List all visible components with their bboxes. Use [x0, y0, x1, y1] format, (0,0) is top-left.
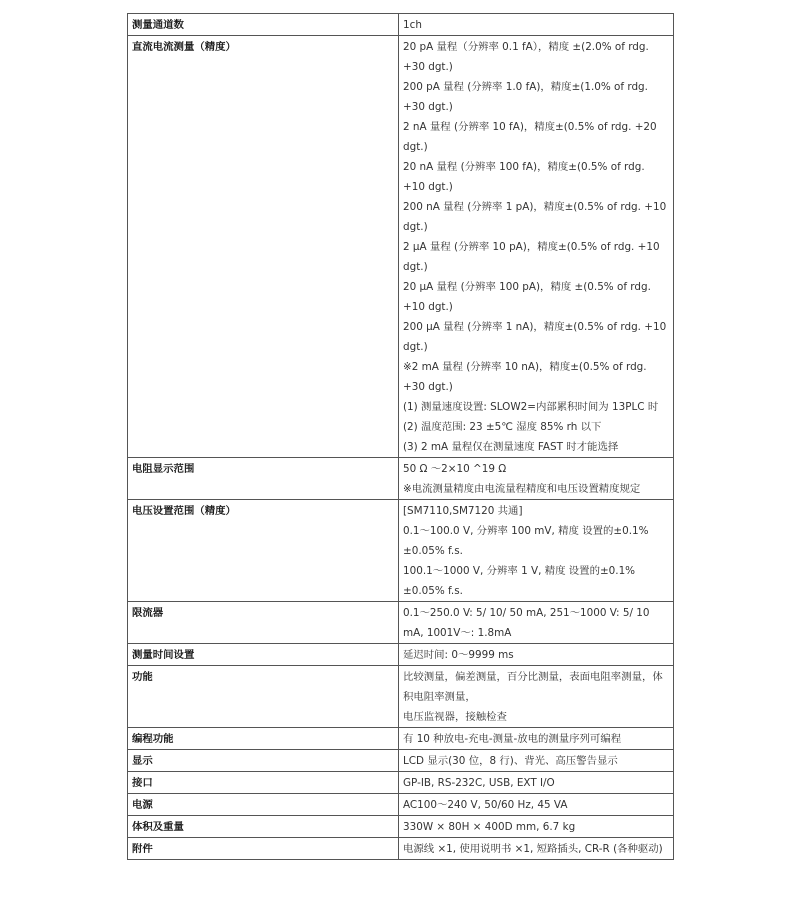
spec-value	[399, 816, 674, 838]
spec-value	[399, 644, 674, 666]
spec-value	[399, 750, 674, 772]
spec-row	[128, 750, 674, 772]
spec-row	[128, 458, 674, 500]
spec-row	[128, 838, 674, 860]
spec-value-line: (1) 测量速度设置: SLOW2=内部累积时间为 13PLC 时	[403, 401, 659, 413]
spec-value-line: ※2 mA 量程 (分辨率 10 nA)，精度±(0.5% of rdg. +30 dgt.)	[403, 361, 647, 393]
spec-value-line: 电源线 ×1, 使用说明书 ×1, 短路插头, CR-R (各种驱动)	[403, 843, 663, 855]
spec-value-line: 2 nA 量程 (分辨率 10 fA)，精度±(0.5% of rdg. +20 dgt.)	[403, 121, 657, 153]
spec-value-line: AC100～240 V, 50/60 Hz, 45 VA	[403, 799, 568, 811]
spec-value-line: 20 μA 量程 (分辨率 100 pA)，精度 ±(0.5% of rdg. +10 dgt.)	[403, 281, 651, 313]
spec-value-line: 2 μA 量程 (分辨率 10 pA)，精度±(0.5% of rdg. +10 dgt.)	[403, 241, 660, 273]
spec-row	[128, 666, 674, 728]
spec-label: 体积及重量	[128, 816, 399, 838]
spec-value-line: 200 μA 量程 (分辨率 1 nA)，精度±(0.5% of rdg. +10 dgt.)	[403, 321, 667, 353]
spec-value	[399, 838, 674, 860]
spec-value-line: (2) 温度范围: 23 ±5℃ 湿度 85% rh 以下	[403, 421, 602, 433]
spec-value-line: 有 10 种放电-充电-测量-放电的测量序列可编程	[403, 733, 622, 745]
spec-row	[128, 772, 674, 794]
spec-label: 测量时间设置	[128, 644, 399, 666]
spec-value	[399, 772, 674, 794]
spec-value	[399, 14, 674, 36]
spec-value-line: 1ch	[403, 19, 422, 31]
spec-row	[128, 644, 674, 666]
spec-value-line: (3) 2 mA 量程仅在测量速度 FAST 时才能选择	[403, 441, 619, 453]
spec-value-line: 延迟时间: 0～9999 ms	[403, 649, 514, 661]
spec-value-line: 200 pA 量程 (分辨率 1.0 fA)，精度±(1.0% of rdg. +30 dgt.)	[403, 81, 648, 113]
spec-row	[128, 500, 674, 602]
spec-value-line: [SM7110,SM7120 共通]	[403, 505, 523, 517]
spec-label: 编程功能	[128, 728, 399, 750]
spec-value-line: 200 nA 量程 (分辨率 1 pA)，精度±(0.5% of rdg. +10 dgt.)	[403, 201, 667, 233]
spec-value	[399, 500, 674, 602]
spec-value	[399, 794, 674, 816]
spec-label: 附件	[128, 838, 399, 860]
spec-label: 接口	[128, 772, 399, 794]
spec-label: 显示	[128, 750, 399, 772]
spec-value-line: 50 Ω ～2×10 ^19 Ω	[403, 463, 507, 475]
spec-label: 限流器	[128, 602, 399, 644]
spec-value	[399, 728, 674, 750]
spec-label: 电压设置范围（精度）	[128, 500, 399, 602]
spec-value-line: GP-IB, RS-232C, USB, EXT I/O	[403, 777, 555, 789]
spec-row	[128, 14, 674, 36]
spec-row	[128, 602, 674, 644]
spec-table-body	[128, 14, 674, 860]
spec-value	[399, 36, 674, 458]
spec-value-line: ※电流测量精度由电流量程精度和电压设置精度规定	[403, 483, 641, 495]
spec-value	[399, 666, 674, 728]
spec-label: 功能	[128, 666, 399, 728]
spec-label: 测量通道数	[128, 14, 399, 36]
spec-row	[128, 36, 674, 458]
spec-row	[128, 728, 674, 750]
spec-value-line: 比较测量，偏差测量，百分比测量，表面电阻率测量，体积电阻率测量，	[403, 671, 663, 703]
spec-value-line: 330W × 80H × 400D mm, 6.7 kg	[403, 821, 576, 833]
spec-value-line: LCD 显示(30 位，8 行)、背光、高压警告显示	[403, 755, 618, 767]
spec-label: 电阻显示范围	[128, 458, 399, 500]
spec-label: 直流电流测量（精度）	[128, 36, 399, 458]
spec-value	[399, 458, 674, 500]
spec-row	[128, 816, 674, 838]
spec-value-line: 20 nA 量程 (分辨率 100 fA)，精度±(0.5% of rdg. +10 dgt.)	[403, 161, 645, 193]
spec-value-line: 电压监视器，接触检查	[403, 711, 507, 723]
spec-label: 电源	[128, 794, 399, 816]
spec-value-line: 0.1～100.0 V, 分辨率 100 mV, 精度 设置的±0.1% ±0.05% f.s.	[403, 525, 649, 557]
spec-table	[127, 13, 674, 860]
spec-row	[128, 794, 674, 816]
spec-value-line: 100.1～1000 V, 分辨率 1 V, 精度 设置的±0.1% ±0.05% f.s.	[403, 565, 636, 597]
spec-value-line: 0.1～250.0 V: 5/ 10/ 50 mA, 251～1000 V: 5/ 10 mA, 1001V～: 1.8mA	[403, 607, 650, 639]
spec-value	[399, 602, 674, 644]
spec-value-line: 20 pA 量程（分辨率 0.1 fA），精度 ±(2.0% of rdg. +30 dgt.)	[403, 41, 649, 73]
